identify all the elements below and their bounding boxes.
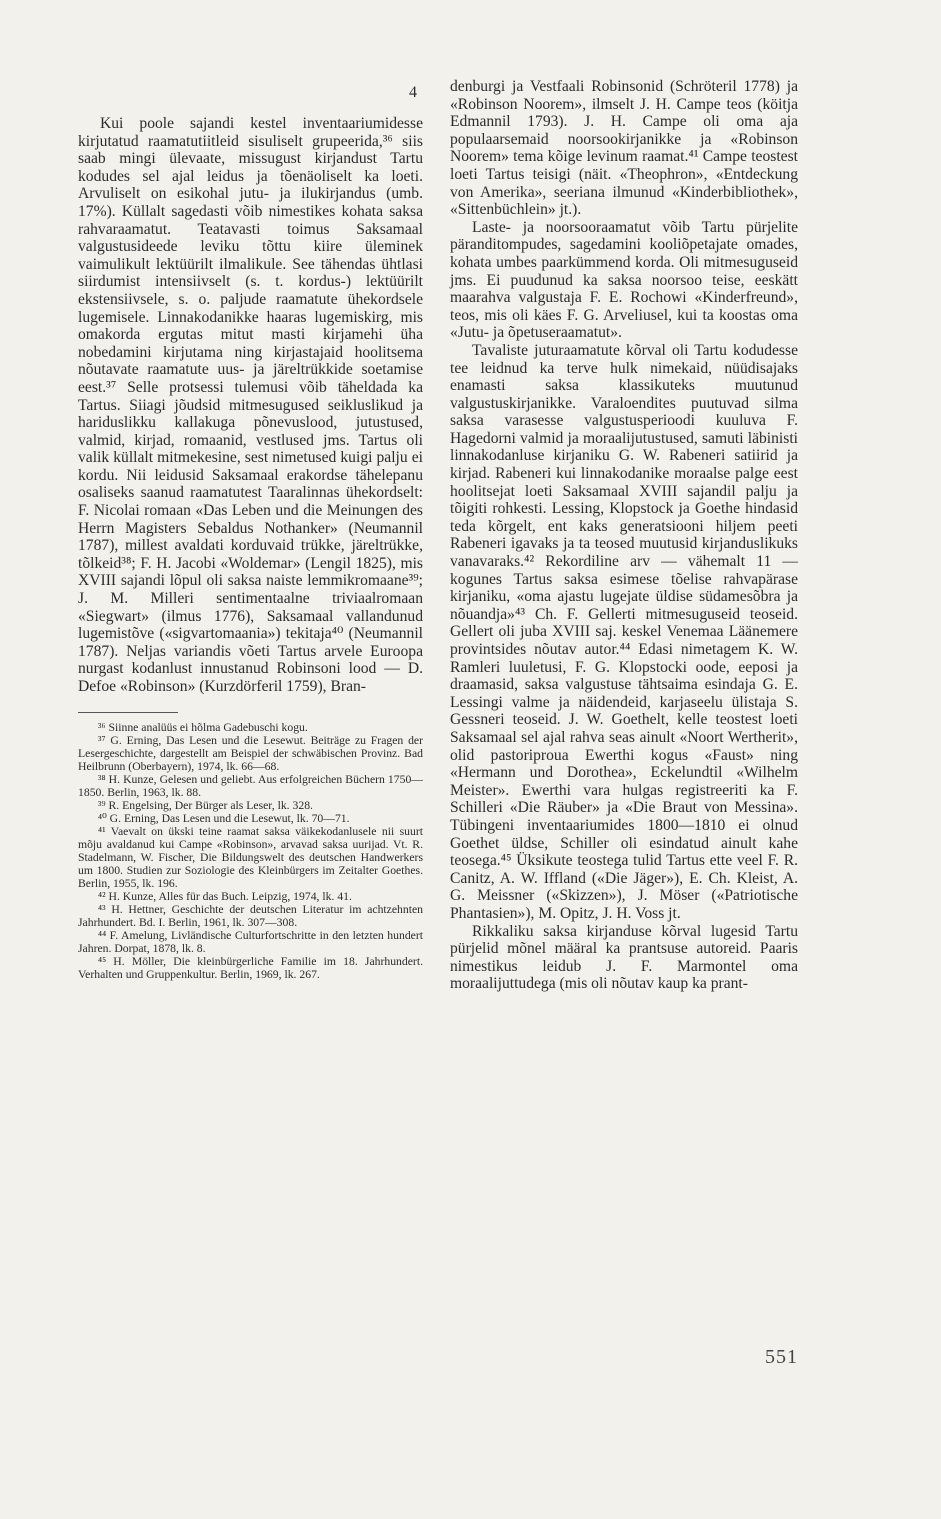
left-paragraph-1: Kui poole sajandi kestel inventaariumidesse kirjutatud raamatutiitleid sisuliselt grupeerida,³⁶ siis saab mingi ülevaate, missugust kirjandust Tartu kodudes sel ajal leidus ja tõenäoliselt ka loeti. Arvuliselt on esikohal jutu- ja ilukirjandus (umb. 17%). Küllalt sagedasti võib nimestikes kohata saksa rahvaraamatut. Teatavasti toimus Saksamaal valgustusideede leviku tõttu kiire üleminek vaimulikult lektüürilt ilmalikule. See tähendas ühtlasi siirdumist intensiivselt (s. t. kordus-) lektüürilt ekstensiivsele, s. o. paljude raamatute ühekordsele lugemisele. Linnakodanikke haaras lugemiskirg, mis omakorda ergutas mitut masti kirjamehi üha nobedamini kirjutama ning kirjastajaid hoolitsema nõutavate raamatute uus- ja järeltrükkide soetamise eest.³⁷ Selle protsessi tulemusi võib täheldada ka Tartus. Siiagi jõudsid mitmesugused seikluslikud ja hariduslikku kallakuga põnevuslood, jutustused, valmid, kirjad, romaanid, vestlused jms. Tartus oli valik küllalt mitmekesine, sest nimetused kuigi palju ei kordu. Nii leidusid Saksamaal erakordse tähelepanu osaliseks saanud raamatutest Taaralinnas ühekordselt: F. Nicolai romaan «Das Leben und die Meinungen des Herrn Magisters Sebaldus Nothanker» (Neumannil 1787), millest avaldati korduvaid trükke, järeltrükke, tõlkeid³⁸; F. H. Jacobi «Woldemar» (Lengil 1825), mis XVIII sajandi lõpul oli saksa naiste lemmikromaane³⁹; J. M. Milleri sentimentaalne triviaalromaan «Siegwart» (ilmus 1776), Saksamaal vallandunud lugemistõve («sigvartomaania») tekitaja⁴⁰ (Neumannil 1787). Neljas variandis võeti Tartus arvele Euroopa nurgast kodanlust innustanud Robinsoni lood — D. Defoe «Robinson» (Kurzdörferil 1759), Bran- [78,115,423,695]
footnote-37: ³⁷ G. Erning, Das Lesen und die Lesewut. Beiträge zu Fragen der Lesergeschichte, dargestellt am Beispiel der schwäbischen Provinz. Bad Heilbrunn (Oberbayern), 1974, lk. 66—68. [78,733,423,773]
right-paragraph-1: denburgi ja Vestfaali Robinsonid (Schröteril 1778) ja «Robinson Noorem», ilmselt J. H. Campe teos (köitja Edmannil 1793). J. H. Campe oli oma aja populaarsemaid noorsookirjanikke ja «Robinson Noorem» tema kõige levinum raamat.⁴¹ Campe teostest loeti Tartus teisigi (näit. «Theophron», «Entdeckung von Amerika», seeriana ilmunud «Kinderbibliothek», «Sittenbüchlein» jt.). [450,78,798,219]
right-column [450,78,798,993]
footnotes [78,712,423,982]
footnote-43: ⁴³ H. Hettner, Geschichte der deutschen Literatur im achtzehnten Jahrhundert. Bd. I. Berlin, 1961, lk. 307—308. [78,903,423,930]
footnote-40: ⁴⁰ G. Erning, Das Lesen und die Lesewut, lk. 70—71. [98,811,350,825]
footnote-42: ⁴² H. Kunze, Alles für das Buch. Leipzig, 1974, lk. 41. [98,890,352,904]
left-column [78,115,423,982]
footnote-divider [78,712,178,713]
left-body-text [78,115,423,696]
footnote-39: ³⁹ R. Engelsing, Der Bürger als Leser, lk. 328. [98,798,313,812]
right-paragraph-2: Laste- ja noorsooraamatut võib Tartu pürjelite päranditompudes, sagedamini kooliõpetajate omades, kohata umbes paarkümmend korda. Oli mitmesuguseid jms. Ei puudunud ka saksa noorsoo teise, eeskätt maarahva valgustaja F. E. Rochowi «Kinderfreund», teos, mis oli käes F. G. Arveliusel, kui ta koostas oma «Jutu- ja õpetuseraamatut». [450,218,798,342]
footnote-41: ⁴¹ Vaevalt on ükski teine raamat saksa väikekodanlusele nii suurt mõju avaldanud kui Campe «Robinson», arvavad saksa uurijad. Vt. R. Stadelmann, W. Fischer, Die Bildungswelt des deutschen Handwerkers um 1800. Studien zur Soziologie des Kleinbürgers im Zeitalter Goethes. Berlin, 1955, lk. 196. [78,824,423,891]
page-number: 551 [765,1346,798,1368]
right-paragraph-3: Tavaliste juturaamatute kõrval oli Tartu kodudesse tee leidnud ka terve hulk nimekaid, nüüdisajaks enamasti saksa klassikuteks muutunud valgustuskirjanikke. Varaloendites puutuvad silma saksa varasesse valgustusperioodi kuuluva F. Hagedorni valmid ja moraalijutustused, samuti läbinisti linnakodanluse kirjaniku G. W. Rabeneri satiirid ja kirjad. Rabeneri kui linnakodanike moraalse palge eest hoolitsejat loeti Saksamaal XVIII sajandil palju ja tõigiti rohkesti. Lessing, Klopstock ja Goethe hindasid teda kõrgelt, ent kaks generatsiooni hiljem peeti Rabeneri igavaks ja ta teosed muutusid kirjanduslikuks vanavaraks.⁴² Rekordiline arv — vähemalt 11 — kogunes Tartus saksa esimese tõelise rahvapärase kirjaniku, «oma ajastu lugejate üldise südamesõbra ja nõuandja»⁴³ Ch. F. Gellerti mitmesuguseid teoseid. Gellert oli juba XVIII saj. keskel Venemaa Läänemere provintsides nõutav autor.⁴⁴ Edasi nimetagem K. W. Ramleri luuletusi, F. G. Klopstocki oode, eeposi ja draamasid, saksa valgustuse tähtsaima esindaja G. E. Lessingi valme ja näidendeid, karjaseelu ülistaja S. Gessneri teoseid. J. W. Goethelt, kelle teostest loeti Saksamaal sel ajal rahva seas ainult «Noort Wertherit», olid pastoriproua Ewerthi kogus «Faust» ning «Hermann und Dorothea», Eckelundtil «Wilhelm Meister». Ewerthi vara hulgas registreeriti ka F. Schilleri «Die Räuber» ja «Die Braut von Messina». Tübingeni inventaariumides 1800—1810 ei olnud Goethet üldse, Schiller oli esindatud ainult kahe teosega.⁴⁵ Üksikute teostega tulid Tartus ette veel F. R. Canitz, A. W. Iffland («Die Jäger»), E. Ch. Kleist, A. G. Meissner («Skizzen»), J. Möser («Patriotische Phantasien»), M. Opitz, J. H. Voss jt. [450,341,798,922]
footnote-45: ⁴⁵ H. Möller, Die kleinbürgerliche Familie im 18. Jahrhundert. Verhalten und Gruppenkultur. Berlin, 1969, lk. 267. [78,955,423,982]
footnote-38: ³⁸ H. Kunze, Gelesen und geliebt. Aus erfolgreichen Büchern 1750—1850. Berlin, 1963, lk. 88. [78,772,423,799]
footnote-44: ⁴⁴ F. Amelung, Livländische Culturfortschritte in den letzten hundert Jahren. Dorpat, 1878, lk. 8. [78,929,423,956]
footnote-36: ³⁶ Siinne analüüs ei hõlma Gadebuschi kogu. [98,720,308,734]
right-paragraph-4: Rikkaliku saksa kirjanduse kõrval lugesid Tartu pürjelid mõnel määral ka prantsuse autoreid. Paaris nimestikus leidub J. F. Marmontel oma moraalijuttudega (mis oli nõutav kaup ka prant- [450,922,798,993]
right-body-text [450,78,798,993]
column-number: 4 [409,84,417,101]
